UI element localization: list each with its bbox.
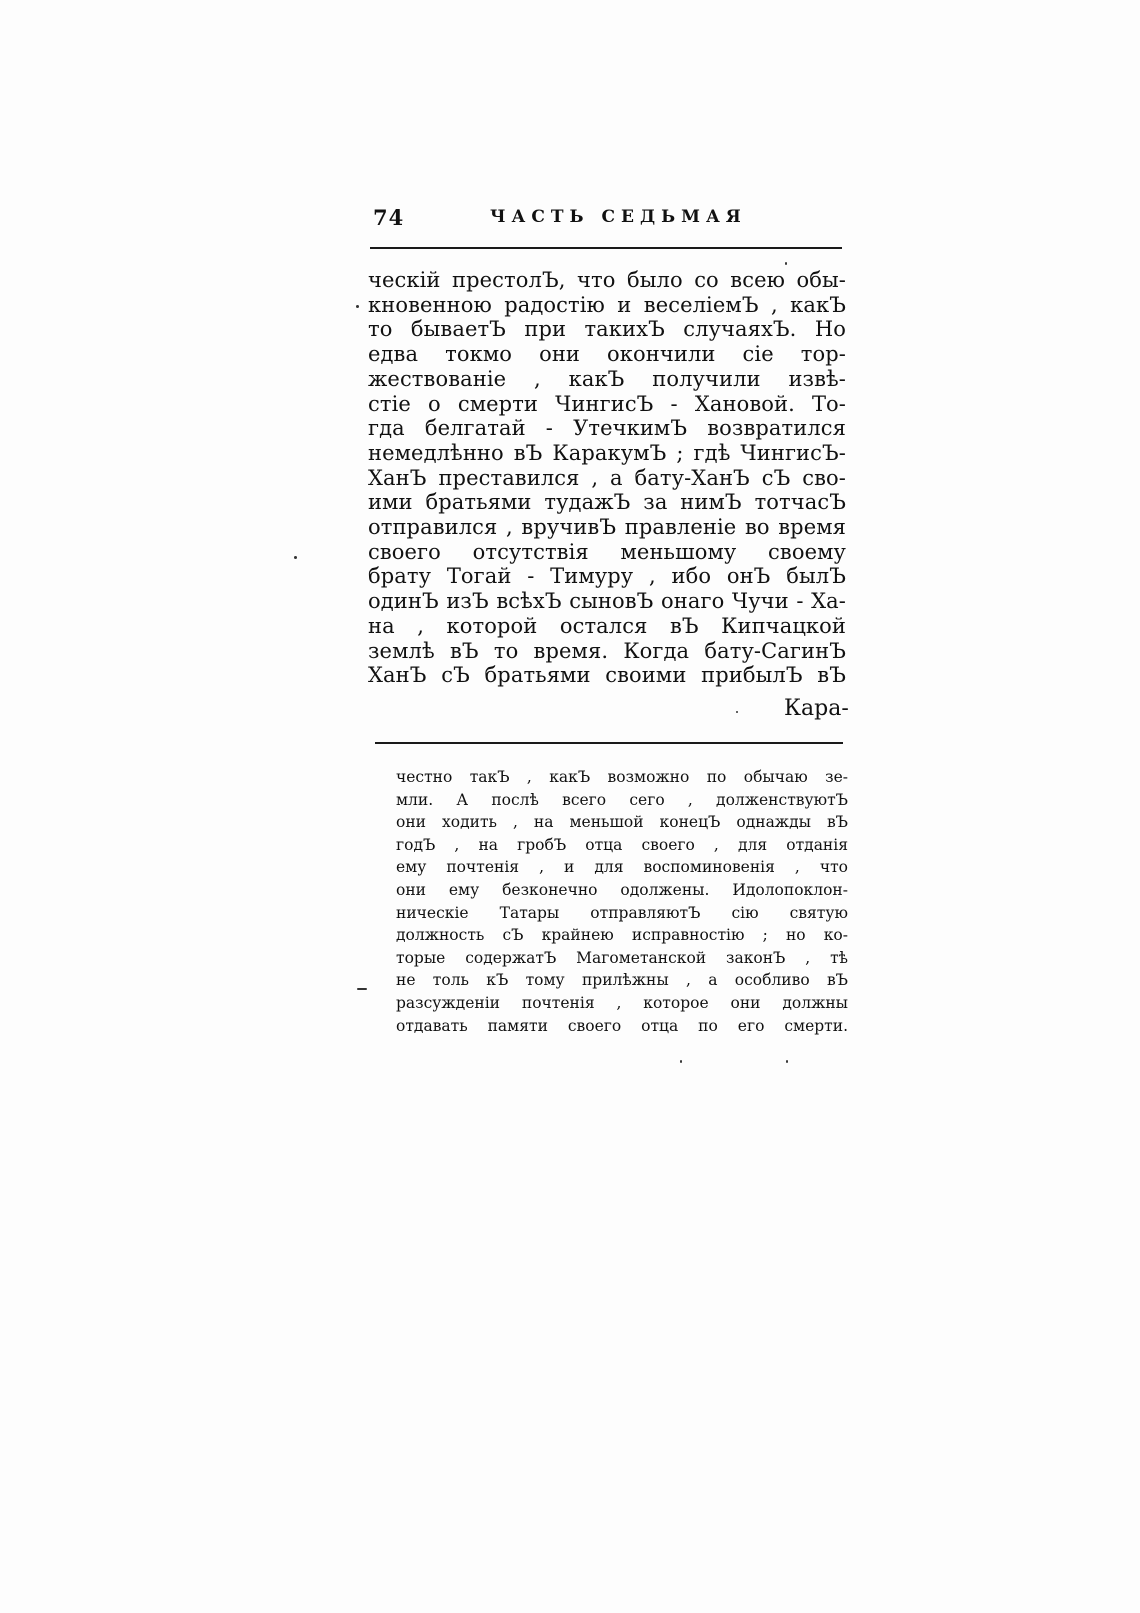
footnote-line: не толь кЪ тому прилѣжны , а особливо вЪ: [396, 971, 848, 990]
main-text-line: ческій престолЪ, что было со всею обы-: [368, 268, 846, 292]
scan-speck: [680, 1060, 682, 1063]
scan-speck: [736, 711, 738, 713]
footnote-line: ническіе Татары отправляютЪ сію святую: [396, 903, 848, 922]
main-text-line: то бываетЪ при такихЪ случаяхЪ. Но: [368, 317, 846, 342]
scan-speck: [357, 988, 367, 990]
main-text-line: брату Тогай - Тимуру , ибо онЪ былЪ: [368, 564, 846, 589]
main-text-line: едва токмо они окончили сіе тор-: [368, 342, 846, 367]
scan-speck: [786, 1060, 788, 1063]
footnote-line: они ему безконечно одолжены. Идолопоклон-: [396, 880, 848, 899]
footnote-block: [396, 766, 848, 1037]
main-text-line: немедлѣнно вЪ КаракумЪ ; гдѣ ЧингисЪ-: [368, 440, 846, 465]
main-text-line: на , которой остался вЪ Кипчацкой: [368, 613, 846, 638]
footnote-line: разсужденіи почтенія , которое они должны: [396, 993, 848, 1012]
footnote-line: честно такЪ , какЪ возможно по обычаю зе-: [396, 768, 848, 786]
main-text-line: жествованіе , какЪ получили извѣ-: [368, 366, 846, 391]
main-text-line: отправился , вручивЪ правленіе во время: [368, 515, 846, 540]
main-text-line: землѣ вЪ то время. Когда бату-СагинЪ: [368, 638, 846, 663]
main-text-line: стіе о смерти ЧингисЪ - Хановой. То-: [368, 391, 846, 416]
page-number: 74: [373, 205, 405, 230]
page-header: [373, 205, 843, 237]
main-text-line: ХанЪ преставился , а бату-ХанЪ сЪ сво-: [368, 465, 846, 490]
scan-speck: [356, 305, 359, 308]
main-text-line: ХанЪ сЪ братьями своими прибылЪ вЪ: [368, 663, 846, 688]
footnote-line: торые содержатЪ Магометанской законЪ , тѣ: [396, 948, 848, 967]
footnote-line: годЪ , на гробЪ отца своего , для отданія: [396, 835, 848, 854]
running-head: ЧАСТЬ СЕДЬМАЯ: [490, 207, 747, 227]
main-text-line: одинЪ изЪ всѣхЪ сыновЪ онаго Чучи - Ха-: [368, 589, 846, 614]
catchword: Кара-: [784, 696, 849, 721]
scan-speck: [785, 262, 787, 265]
footnote-line: они ходить , на меньшой конецЪ однажды вЪ: [396, 813, 848, 832]
main-text-line: своего отсутствія меньшому своему: [368, 539, 846, 564]
footnote-rule: [375, 742, 843, 744]
main-text-block: [368, 268, 846, 688]
main-text-line: гда белгатай - УтечкимЪ возвратился: [368, 416, 846, 441]
main-text-line: кновенною радостію и веселіемЪ , какЪ: [368, 292, 846, 317]
header-rule: [370, 247, 842, 249]
main-text-line: ими братьями тудажЪ за нимЪ тотчасЪ: [368, 490, 846, 515]
footnote-line: должность сЪ крайнею исправностію ; но ко-: [396, 926, 848, 945]
footnote-line: мли. А послѣ всего сего , долженствуютЪ: [396, 790, 848, 809]
footnote-line: отдавать памяти своего отца по его смерти.: [396, 1016, 848, 1035]
scan-speck: [294, 556, 297, 559]
footnote-line: ему почтенія , и для воспоминовенія , что: [396, 858, 848, 877]
